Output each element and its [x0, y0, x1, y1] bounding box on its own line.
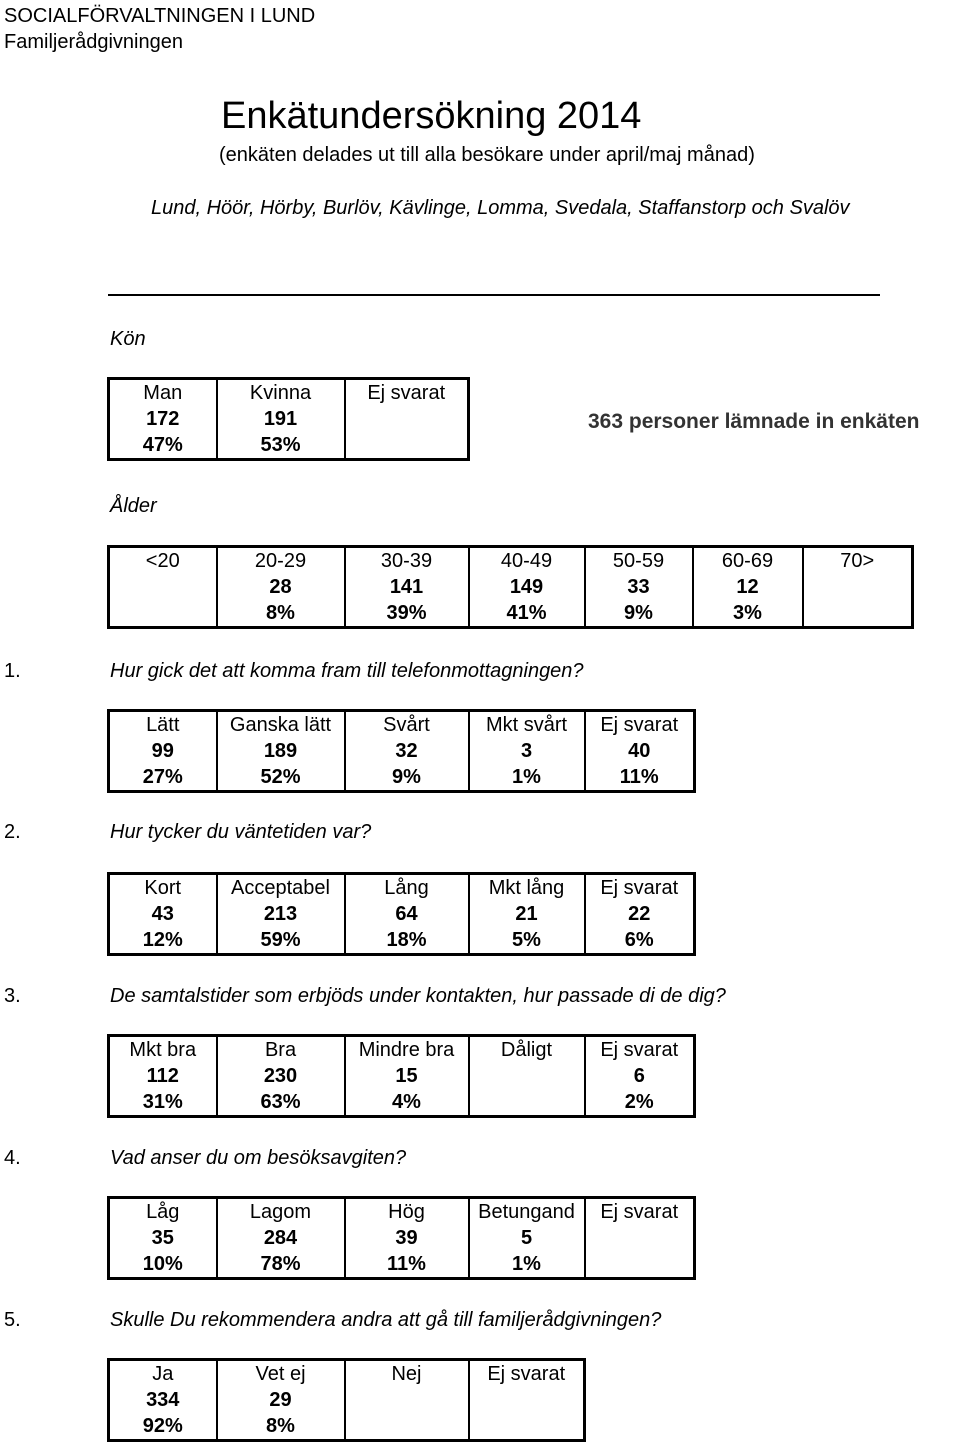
- percent-cell: 92%: [109, 1413, 217, 1441]
- organization-name: SOCIALFÖRVALTNINGEN I LUND: [4, 5, 316, 27]
- header-cell: Mkt lång: [469, 874, 585, 902]
- header-cell: 60-69: [693, 547, 803, 575]
- percent-cell: 41%: [469, 600, 585, 628]
- question-2-text: Hur tycker du väntetiden var?: [110, 821, 372, 843]
- header-cell: Nej: [345, 1360, 469, 1388]
- age-section-label: Ålder: [110, 495, 157, 517]
- table-header-row: [109, 1198, 695, 1226]
- header-cell: Dåligt: [469, 1036, 585, 1064]
- gender-table: [107, 377, 470, 461]
- percent-row: [109, 1251, 695, 1279]
- header-cell: Man: [109, 379, 217, 407]
- percent-cell: 11%: [345, 1251, 469, 1279]
- question-1-table: [107, 709, 696, 793]
- percent-row: [109, 432, 469, 460]
- header-cell: Betungand: [469, 1198, 585, 1226]
- count-row: [109, 901, 695, 927]
- count-row: [109, 1225, 695, 1251]
- percent-cell: [345, 1413, 469, 1441]
- header-cell: Ja: [109, 1360, 217, 1388]
- question-4-table: [107, 1196, 696, 1280]
- question-1-number: 1.: [4, 660, 21, 682]
- percent-cell: [109, 600, 217, 628]
- percent-cell: 63%: [217, 1089, 345, 1117]
- percent-cell: 5%: [469, 927, 585, 955]
- header-cell: Ganska lätt: [217, 711, 345, 739]
- question-5-number: 5.: [4, 1309, 21, 1331]
- count-cell: 191: [217, 406, 345, 432]
- percent-cell: 4%: [345, 1089, 469, 1117]
- count-row: [109, 1387, 585, 1413]
- table-header-row: [109, 547, 913, 575]
- question-1-text: Hur gick det att komma fram till telefonmottagningen?: [110, 660, 584, 682]
- percent-cell: 52%: [217, 764, 345, 792]
- gender-section-label: Kön: [110, 328, 146, 350]
- count-cell: [469, 1387, 585, 1413]
- percent-cell: [803, 600, 913, 628]
- count-cell: [109, 574, 217, 600]
- header-cell: Ej svarat: [585, 1036, 695, 1064]
- count-cell: 6: [585, 1063, 695, 1089]
- page-subtitle: (enkäten delades ut till alla besökare under april/maj månad): [219, 144, 755, 166]
- percent-cell: 59%: [217, 927, 345, 955]
- count-cell: 43: [109, 901, 217, 927]
- count-cell: 230: [217, 1063, 345, 1089]
- count-cell: [469, 1063, 585, 1089]
- header-cell: Hög: [345, 1198, 469, 1226]
- percent-cell: 9%: [585, 600, 693, 628]
- percent-cell: 10%: [109, 1251, 217, 1279]
- count-cell: 3: [469, 738, 585, 764]
- header-cell: Ej svarat: [345, 379, 469, 407]
- page-title: Enkätundersökning 2014: [221, 95, 642, 137]
- question-4-text: Vad anser du om besöksavgiten?: [110, 1147, 407, 1169]
- table-header-row: [109, 874, 695, 902]
- count-row: [109, 574, 913, 600]
- header-cell: Mkt svårt: [469, 711, 585, 739]
- age-table: [107, 545, 914, 629]
- percent-cell: 1%: [469, 1251, 585, 1279]
- header-cell: Lagom: [217, 1198, 345, 1226]
- count-row: [109, 406, 469, 432]
- count-cell: 28: [217, 574, 345, 600]
- header-cell: Kort: [109, 874, 217, 902]
- header-cell: 50-59: [585, 547, 693, 575]
- question-2-number: 2.: [4, 821, 21, 843]
- header-cell: Mindre bra: [345, 1036, 469, 1064]
- respondent-summary: 363 personer lämnade in enkäten: [588, 410, 920, 433]
- header-cell: Ej svarat: [585, 711, 695, 739]
- count-cell: 21: [469, 901, 585, 927]
- question-4-number: 4.: [4, 1147, 21, 1169]
- percent-cell: 6%: [585, 927, 695, 955]
- count-cell: 35: [109, 1225, 217, 1251]
- header-cell: Lång: [345, 874, 469, 902]
- header-cell: Vet ej: [217, 1360, 345, 1388]
- table-header-row: [109, 1360, 585, 1388]
- header-cell: Acceptabel: [217, 874, 345, 902]
- count-cell: 189: [217, 738, 345, 764]
- count-cell: [345, 406, 469, 432]
- percent-cell: 31%: [109, 1089, 217, 1117]
- count-row: [109, 738, 695, 764]
- percent-cell: 1%: [469, 764, 585, 792]
- percent-cell: 47%: [109, 432, 217, 460]
- count-row: [109, 1063, 695, 1089]
- divider-line: [108, 294, 880, 296]
- header-cell: Svårt: [345, 711, 469, 739]
- percent-cell: 18%: [345, 927, 469, 955]
- count-cell: 172: [109, 406, 217, 432]
- count-cell: 213: [217, 901, 345, 927]
- header-cell: Mkt bra: [109, 1036, 217, 1064]
- header-cell: Kvinna: [217, 379, 345, 407]
- percent-cell: 12%: [109, 927, 217, 955]
- count-cell: 33: [585, 574, 693, 600]
- percent-row: [109, 600, 913, 628]
- percent-cell: 39%: [345, 600, 469, 628]
- locations-line: Lund, Höör, Hörby, Burlöv, Kävlinge, Lomma, Svedala, Staffanstorp och Svalöv: [151, 197, 850, 219]
- count-cell: 40: [585, 738, 695, 764]
- percent-cell: 8%: [217, 600, 345, 628]
- count-cell: 334: [109, 1387, 217, 1413]
- percent-row: [109, 764, 695, 792]
- percent-row: [109, 1089, 695, 1117]
- header-cell: Låg: [109, 1198, 217, 1226]
- count-cell: 141: [345, 574, 469, 600]
- count-cell: 32: [345, 738, 469, 764]
- header-cell: Ej svarat: [585, 1198, 695, 1226]
- percent-cell: [345, 432, 469, 460]
- percent-cell: 3%: [693, 600, 803, 628]
- percent-cell: 27%: [109, 764, 217, 792]
- count-cell: 99: [109, 738, 217, 764]
- header-cell: 30-39: [345, 547, 469, 575]
- count-cell: 29: [217, 1387, 345, 1413]
- table-header-row: [109, 711, 695, 739]
- table-header-row: [109, 1036, 695, 1064]
- header-cell: 70>: [803, 547, 913, 575]
- percent-cell: 53%: [217, 432, 345, 460]
- department-name: Familjerådgivningen: [4, 31, 183, 53]
- question-3-table: [107, 1034, 696, 1118]
- question-2-table: [107, 872, 696, 956]
- count-cell: 5: [469, 1225, 585, 1251]
- question-5-table: [107, 1358, 586, 1442]
- percent-cell: [585, 1251, 695, 1279]
- percent-cell: 78%: [217, 1251, 345, 1279]
- percent-cell: [469, 1089, 585, 1117]
- count-cell: [345, 1387, 469, 1413]
- header-cell: Bra: [217, 1036, 345, 1064]
- percent-cell: 11%: [585, 764, 695, 792]
- count-cell: 15: [345, 1063, 469, 1089]
- header-cell: <20: [109, 547, 217, 575]
- count-cell: 39: [345, 1225, 469, 1251]
- count-cell: 64: [345, 901, 469, 927]
- count-cell: [585, 1225, 695, 1251]
- header-cell: 20-29: [217, 547, 345, 575]
- table-header-row: [109, 379, 469, 407]
- percent-row: [109, 1413, 585, 1441]
- header-cell: 40-49: [469, 547, 585, 575]
- percent-cell: 9%: [345, 764, 469, 792]
- percent-cell: [469, 1413, 585, 1441]
- count-cell: 22: [585, 901, 695, 927]
- percent-cell: 8%: [217, 1413, 345, 1441]
- question-3-number: 3.: [4, 985, 21, 1007]
- question-3-text: De samtalstider som erbjöds under kontakten, hur passade di de dig?: [110, 985, 726, 1007]
- count-cell: 12: [693, 574, 803, 600]
- count-cell: 284: [217, 1225, 345, 1251]
- question-5-text: Skulle Du rekommendera andra att gå till familjerådgivningen?: [110, 1309, 662, 1331]
- count-cell: [803, 574, 913, 600]
- header-cell: Ej svarat: [469, 1360, 585, 1388]
- count-cell: 112: [109, 1063, 217, 1089]
- percent-row: [109, 927, 695, 955]
- count-cell: 149: [469, 574, 585, 600]
- header-cell: Ej svarat: [585, 874, 695, 902]
- percent-cell: 2%: [585, 1089, 695, 1117]
- header-cell: Lätt: [109, 711, 217, 739]
